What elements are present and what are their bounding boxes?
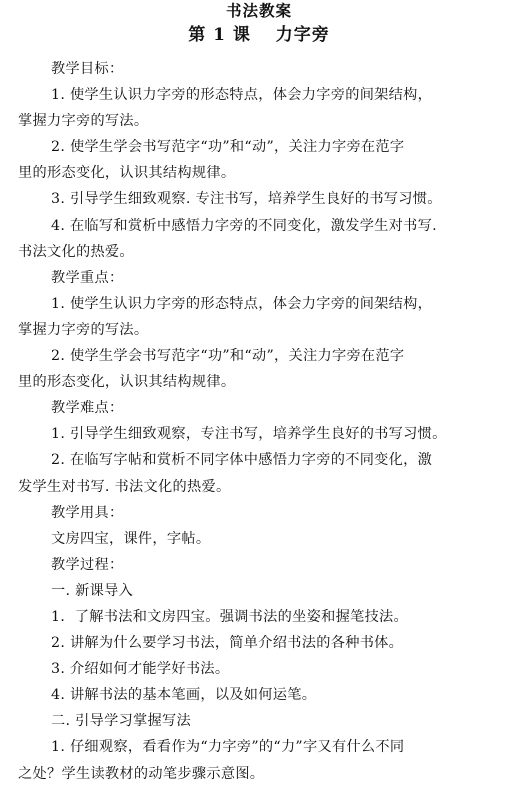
text-line: 2. 使学生学会书写范字“功”和“动”，关注力字旁在范字: [51, 139, 405, 156]
text-line: 教学重点：: [51, 269, 124, 286]
text-line: 1. 引导学生细致观察，专注书写，培养学生良好的书写习惯。: [51, 426, 447, 443]
text-line: 二. 引导学习掌握写法: [51, 713, 192, 730]
text-line: 教学过程：: [51, 556, 124, 573]
text-line: 发学生对书写. 书法文化的热爱。: [18, 478, 231, 495]
text-line: 2. 讲解为什么要学习书法，简单介绍书法的各种书体。: [51, 635, 404, 652]
text-line: 4. 在临写和赏析中感悟力字旁的不同变化，激发学生对书写.: [51, 217, 437, 234]
text-line: 里的形态变化，认识其结构规律。: [18, 374, 236, 391]
text-line: 教学目标：: [51, 61, 124, 77]
text-line: 一. 新课导入: [51, 582, 134, 599]
text-line: 3. 介绍如何才能学好书法。: [51, 661, 230, 678]
text-line: 2. 使学生学会书写范字“功”和“动”，关注力字旁在范字: [51, 348, 405, 365]
text-line: 2. 在临写字帖和赏析不同字体中感悟力字旁的不同变化，激: [51, 452, 433, 469]
text-line: 3. 引导学生细致观察. 专注书写，培养学生良好的书写习惯。: [51, 191, 442, 208]
text-line: 掌握力字旁的写法。: [18, 321, 149, 338]
text-line: 教学难点：: [51, 400, 124, 417]
text-line: 1. 使学生认识力字旁的形态特点，体会力字旁的间架结构，: [51, 87, 433, 104]
document-body: [18, 56, 500, 787]
text-line: 1. 使学生认识力字旁的形态特点，体会力字旁的间架结构，: [51, 295, 433, 312]
text-line: 1. 仔细观察，看看作为“力字旁”的“力”字又有什么不同: [51, 739, 405, 756]
text-line: 之处？学生读教材的动笔步骤示意图。: [18, 765, 265, 782]
text-line: 教学用具：: [51, 504, 124, 521]
text-line: 1．了解书法和文房四宝。强调书法的坐姿和握笔技法。: [51, 608, 409, 625]
document-title: 书法教案: [225, 1, 292, 20]
text-line: 掌握力字旁的写法。: [18, 113, 149, 130]
text-line: 里的形态变化，认识其结构规律。: [18, 165, 236, 182]
text-line: 文房四宝，课件，字帖。: [51, 530, 211, 547]
text-line: 书法文化的热爱。: [18, 243, 134, 260]
lesson-title: 第 1 课 力字旁: [188, 25, 330, 45]
text-line: 4. 讲解书法的基本笔画，以及如何运笔。: [51, 687, 317, 704]
